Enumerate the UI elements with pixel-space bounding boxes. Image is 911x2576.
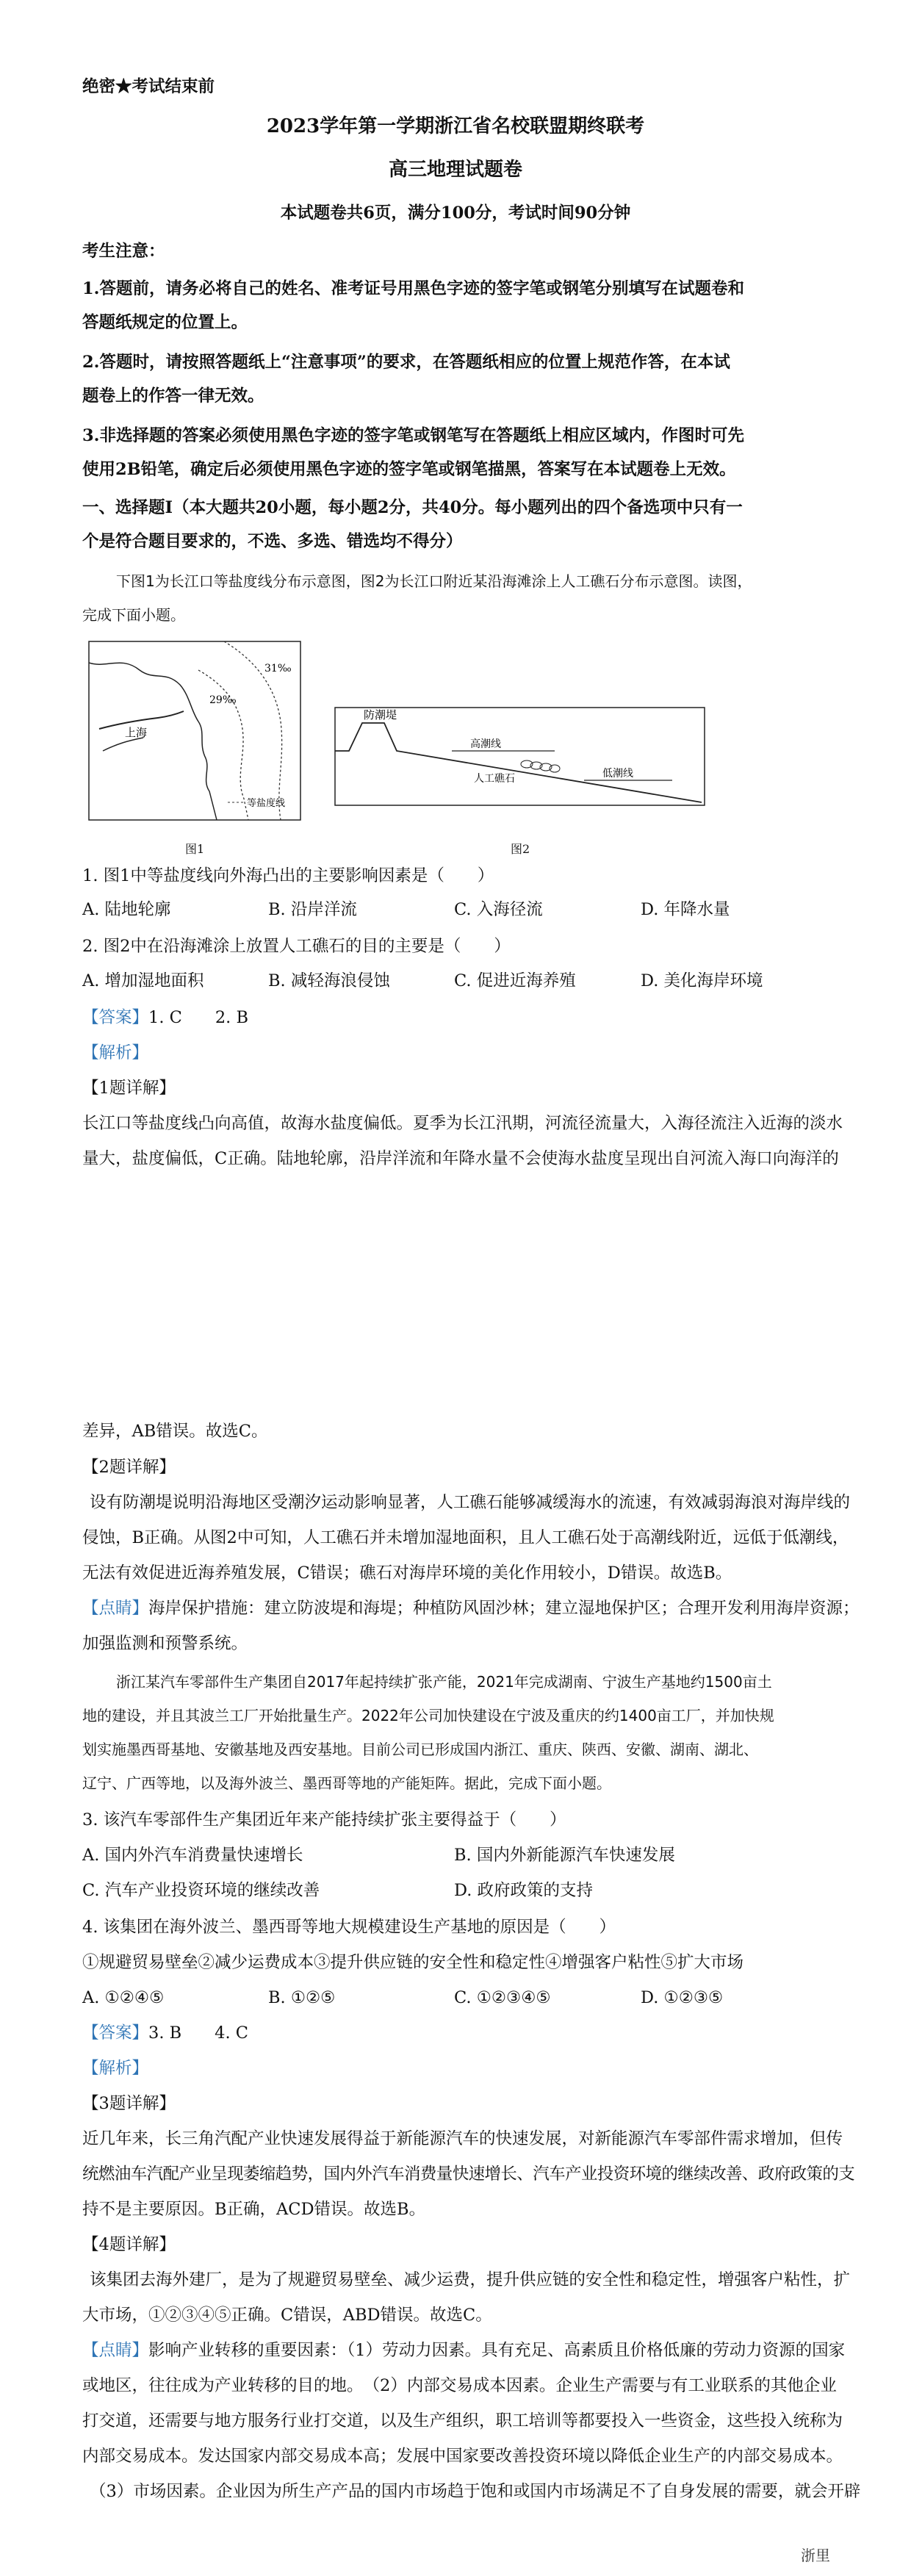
q4-option-b[interactable]: B. ①②⑤ (268, 1988, 336, 2007)
secret-label: 绝密★考试结束前 (82, 77, 215, 96)
section-title: 一、选择题Ⅰ（本大题共20小题，每小题2分，共40分。每小题列出的四个备选项中只有一 (82, 498, 743, 517)
analysis-label: 【解析】 (82, 2059, 149, 2078)
q2-option-b[interactable]: B. 减轻海浪侵蚀 (268, 971, 390, 990)
q3-option-b[interactable]: B. 国内外新能源汽车快速发展 (454, 1846, 675, 1865)
question-stem: 地的建设，并且其波兰工厂开始批量生产。2022年公司加快建设在宁波及重庆的约1400亩工厂，并加快规 (82, 1707, 774, 1724)
tip-1 (82, 1597, 860, 1619)
tip-text: 内部交易成本。发达国家内部交易成本高；发展中国家要改善投资环境以降低企业生产的内部交易成本。 (82, 2447, 843, 2466)
figure-1-caption: 图1 (185, 842, 205, 856)
q4-option-a[interactable]: A. ①②④⑤ (82, 1988, 165, 2007)
reef-label: 人工礁石 (474, 773, 515, 785)
shanghai-label: 上海 (125, 726, 148, 739)
q4-option-d[interactable]: D. ①②③⑤ (641, 1988, 724, 2007)
q1-detail-text: 长江口等盐度线凸向高值，故海水盐度偏低。夏季为长江汛期，河流径流量大，入海径流注入近海的淡水 (82, 1114, 843, 1133)
exam-title: 2023学年第一学期浙江省名校联盟期终联考 (266, 115, 645, 137)
section-title: 个是符合题目要求的，不选、多选、错选均不得分） (82, 532, 463, 551)
q3-detail-text: 持不是主要原因。B正确，ACD错误。故选B。 (82, 2200, 426, 2219)
exam-info: 本试题卷共6页，满分100分，考试时间90分钟 (280, 204, 631, 223)
answer-value: 3. B 4. C (148, 2023, 249, 2043)
q3-option-c[interactable]: C. 汽车产业投资环境的继续改善 (82, 1881, 320, 1900)
analysis-label: 【解析】 (82, 1043, 149, 1062)
notes-heading: 考生注意： (82, 242, 165, 261)
tip-label: 【点睛】 (82, 2341, 149, 2360)
tip-text: 海岸保护措施：建立防波堤和海堤；种植防风固沙林；建立湿地保护区；合理开发利用海岸资源； (148, 1599, 860, 1618)
q1-detail-text: 量大，盐度偏低，C正确。陆地轮廓，沿岸洋流和年降水量不会使海水盐度呈现出自河流入海口向海洋的 (82, 1149, 839, 1168)
note-line: 使用2B铅笔，确定后必须使用黑色字迹的签字笔或钢笔描黑，答案写在本试题卷上无效。 (82, 460, 736, 479)
q1-detail-text: 差异，AB错误。故选C。 (82, 1422, 268, 1441)
q2-option-d[interactable]: D. 美化海岸环境 (641, 971, 763, 990)
footer-mark: 浙里 (801, 2547, 830, 2564)
figure-2-profile (334, 707, 705, 806)
tip-text: 或地区，往往成为产业转移的目的地。 （2）内部交易成本因素。企业生产需要与有工业联系的其他企业 (82, 2376, 837, 2395)
high-tide-label: 高潮线 (470, 738, 501, 750)
q4-detail-text: 该集团去海外建厂，是为了规避贸易壁垒、减少运费，提升供应链的安全性和稳定性，增强客户粘性，扩 (90, 2270, 851, 2289)
question-2: 2. 图2中在沿海滩涂上放置人工礁石的目的主要是（ ） (82, 937, 511, 956)
answer-3-4 (82, 2022, 839, 2044)
note-line: 2.答题时，请按照答题纸上“注意事项”的要求，在答题纸相应的位置上规范作答，在本试 (82, 353, 730, 372)
note-line: 3.非选择题的答案必须使用黑色字迹的签字笔或钢笔写在答题纸上相应区域内，作图时可先 (82, 426, 744, 445)
low-tide-label: 低潮线 (602, 768, 633, 780)
question-stem: 浙江某汽车零部件生产集团自2017年起持续扩张产能，2021年完成湖南、宁波生产基地约1500亩土 (116, 1673, 772, 1691)
tip-text: （3）市场因素。企业因为所生产产品的国内市场趋于饱和或国内市场满足不了自身发展的需要，就会开辟 (90, 2482, 861, 2501)
note-line: 题卷上的作答一律无效。 (82, 386, 264, 406)
tip-2 (82, 2339, 846, 2361)
q3-detail-title: 【3题详解】 (82, 2094, 176, 2113)
q3-option-a[interactable]: A. 国内外汽车消费量快速增长 (82, 1846, 303, 1865)
question-stem: 辽宁、广西等地，以及海外波兰、墨西哥等地的产能矩阵。据此，完成下面小题。 (82, 1774, 611, 1792)
question-stem: 下图1为长江口等盐度线分布示意图，图2为长江口附近某沿海滩涂上人工礁石分布示意图。读图， (116, 572, 752, 590)
q1-option-c[interactable]: C. 入海径流 (454, 900, 543, 919)
tip-label: 【点睛】 (82, 1599, 149, 1618)
figure-1-map (88, 641, 301, 821)
dike-label: 防潮堤 (364, 708, 397, 722)
q2-option-c[interactable]: C. 促进近海养殖 (454, 971, 576, 990)
isohaline-31-label: 31‰ (264, 663, 292, 674)
q4-detail-title: 【4题详解】 (82, 2235, 176, 2254)
q3-detail-text: 统燃油车汽配产业呈现萎缩趋势，国内外汽车消费量快速增长、汽车产业投资环境的继续改善、政府政策的支 (82, 2165, 855, 2184)
q4-detail-text: 大市场，①②③④⑤正确。C错误，ABD错误。故选C。 (82, 2306, 492, 2325)
q2-detail-text: 侵蚀，B正确。从图2中可知，人工礁石并未增加湿地面积，且人工礁石处于高潮线附近，远低于低潮线， (82, 1528, 849, 1547)
exam-subtitle: 高三地理试题卷 (388, 159, 522, 181)
answer-value: 1. C 2. B (148, 1008, 249, 1027)
legend-label: 等盐度线 (247, 798, 286, 809)
answer-label: 【答案】 (82, 2023, 149, 2043)
question-stem: 划实施墨西哥基地、安徽基地及西安基地。目前公司已形成国内浙江、重庆、陕西、安徽、湖南、湖北、 (82, 1741, 758, 1758)
tip-text: 打交道，还需要与地方服务行业打交道，以及生产组织，职工培训等都要投入一些资金，这些投入统称为 (82, 2411, 843, 2431)
q2-detail-title: 【2题详解】 (82, 1458, 176, 1477)
question-4: 4. 该集团在海外波兰、墨西哥等地大规模建设生产基地的原因是（ ） (82, 1918, 616, 1937)
answer-1-2 (82, 1007, 839, 1029)
question-stem: 完成下面小题。 (82, 606, 185, 624)
isohaline-29-label: 29‰ (209, 694, 237, 706)
q2-detail-text: 设有防潮堤说明沿海地区受潮汐运动影响显著，人工礁石能够减缓海水的流速，有效减弱海浪对海岸线的 (90, 1493, 851, 1512)
q1-option-b[interactable]: B. 沿岸洋流 (268, 900, 357, 919)
q2-option-a[interactable]: A. 增加湿地面积 (82, 971, 204, 990)
figure-2-caption: 图2 (511, 842, 530, 856)
q2-detail-text: 无法有效促进近海养殖发展，C错误；礁石对海岸环境的美化作用较小，D错误。故选B。 (82, 1564, 732, 1583)
question-3: 3. 该汽车零部件生产集团近年来产能持续扩张主要得益于（ ） (82, 1810, 566, 1830)
tip-text: 影响产业转移的重要因素：（1）劳动力因素。具有充足、高素质且价格低廉的劳动力资源的国家 (148, 2341, 846, 2360)
tip-text: 加强监测和预警系统。 (82, 1634, 248, 1653)
q3-detail-text: 近几年来，长三角汽配产业快速发展得益于新能源汽车的快速发展，对新能源汽车零部件需求增加，但传 (82, 2129, 843, 2148)
q1-detail-title: 【1题详解】 (82, 1079, 176, 1098)
q4-option-c[interactable]: C. ①②③④⑤ (454, 1988, 551, 2007)
q1-option-d[interactable]: D. 年降水量 (641, 900, 730, 919)
q1-option-a[interactable]: A. 陆地轮廓 (82, 900, 171, 919)
answer-label: 【答案】 (82, 1008, 149, 1027)
q4-reasons: ①规避贸易壁垒②减少运费成本③提升供应链的安全性和稳定性④增强客户粘性⑤扩大市场 (82, 1953, 744, 1972)
note-line: 答题纸规定的位置上。 (82, 313, 248, 332)
note-line: 1.答题前，请务必将自己的姓名、准考证号用黑色字迹的签字笔或钢笔分别填写在试题卷和 (82, 279, 744, 298)
q3-option-d[interactable]: D. 政府政策的支持 (454, 1881, 594, 1900)
question-1: 1. 图1中等盐度线向外海凸出的主要影响因素是（ ） (82, 866, 494, 885)
